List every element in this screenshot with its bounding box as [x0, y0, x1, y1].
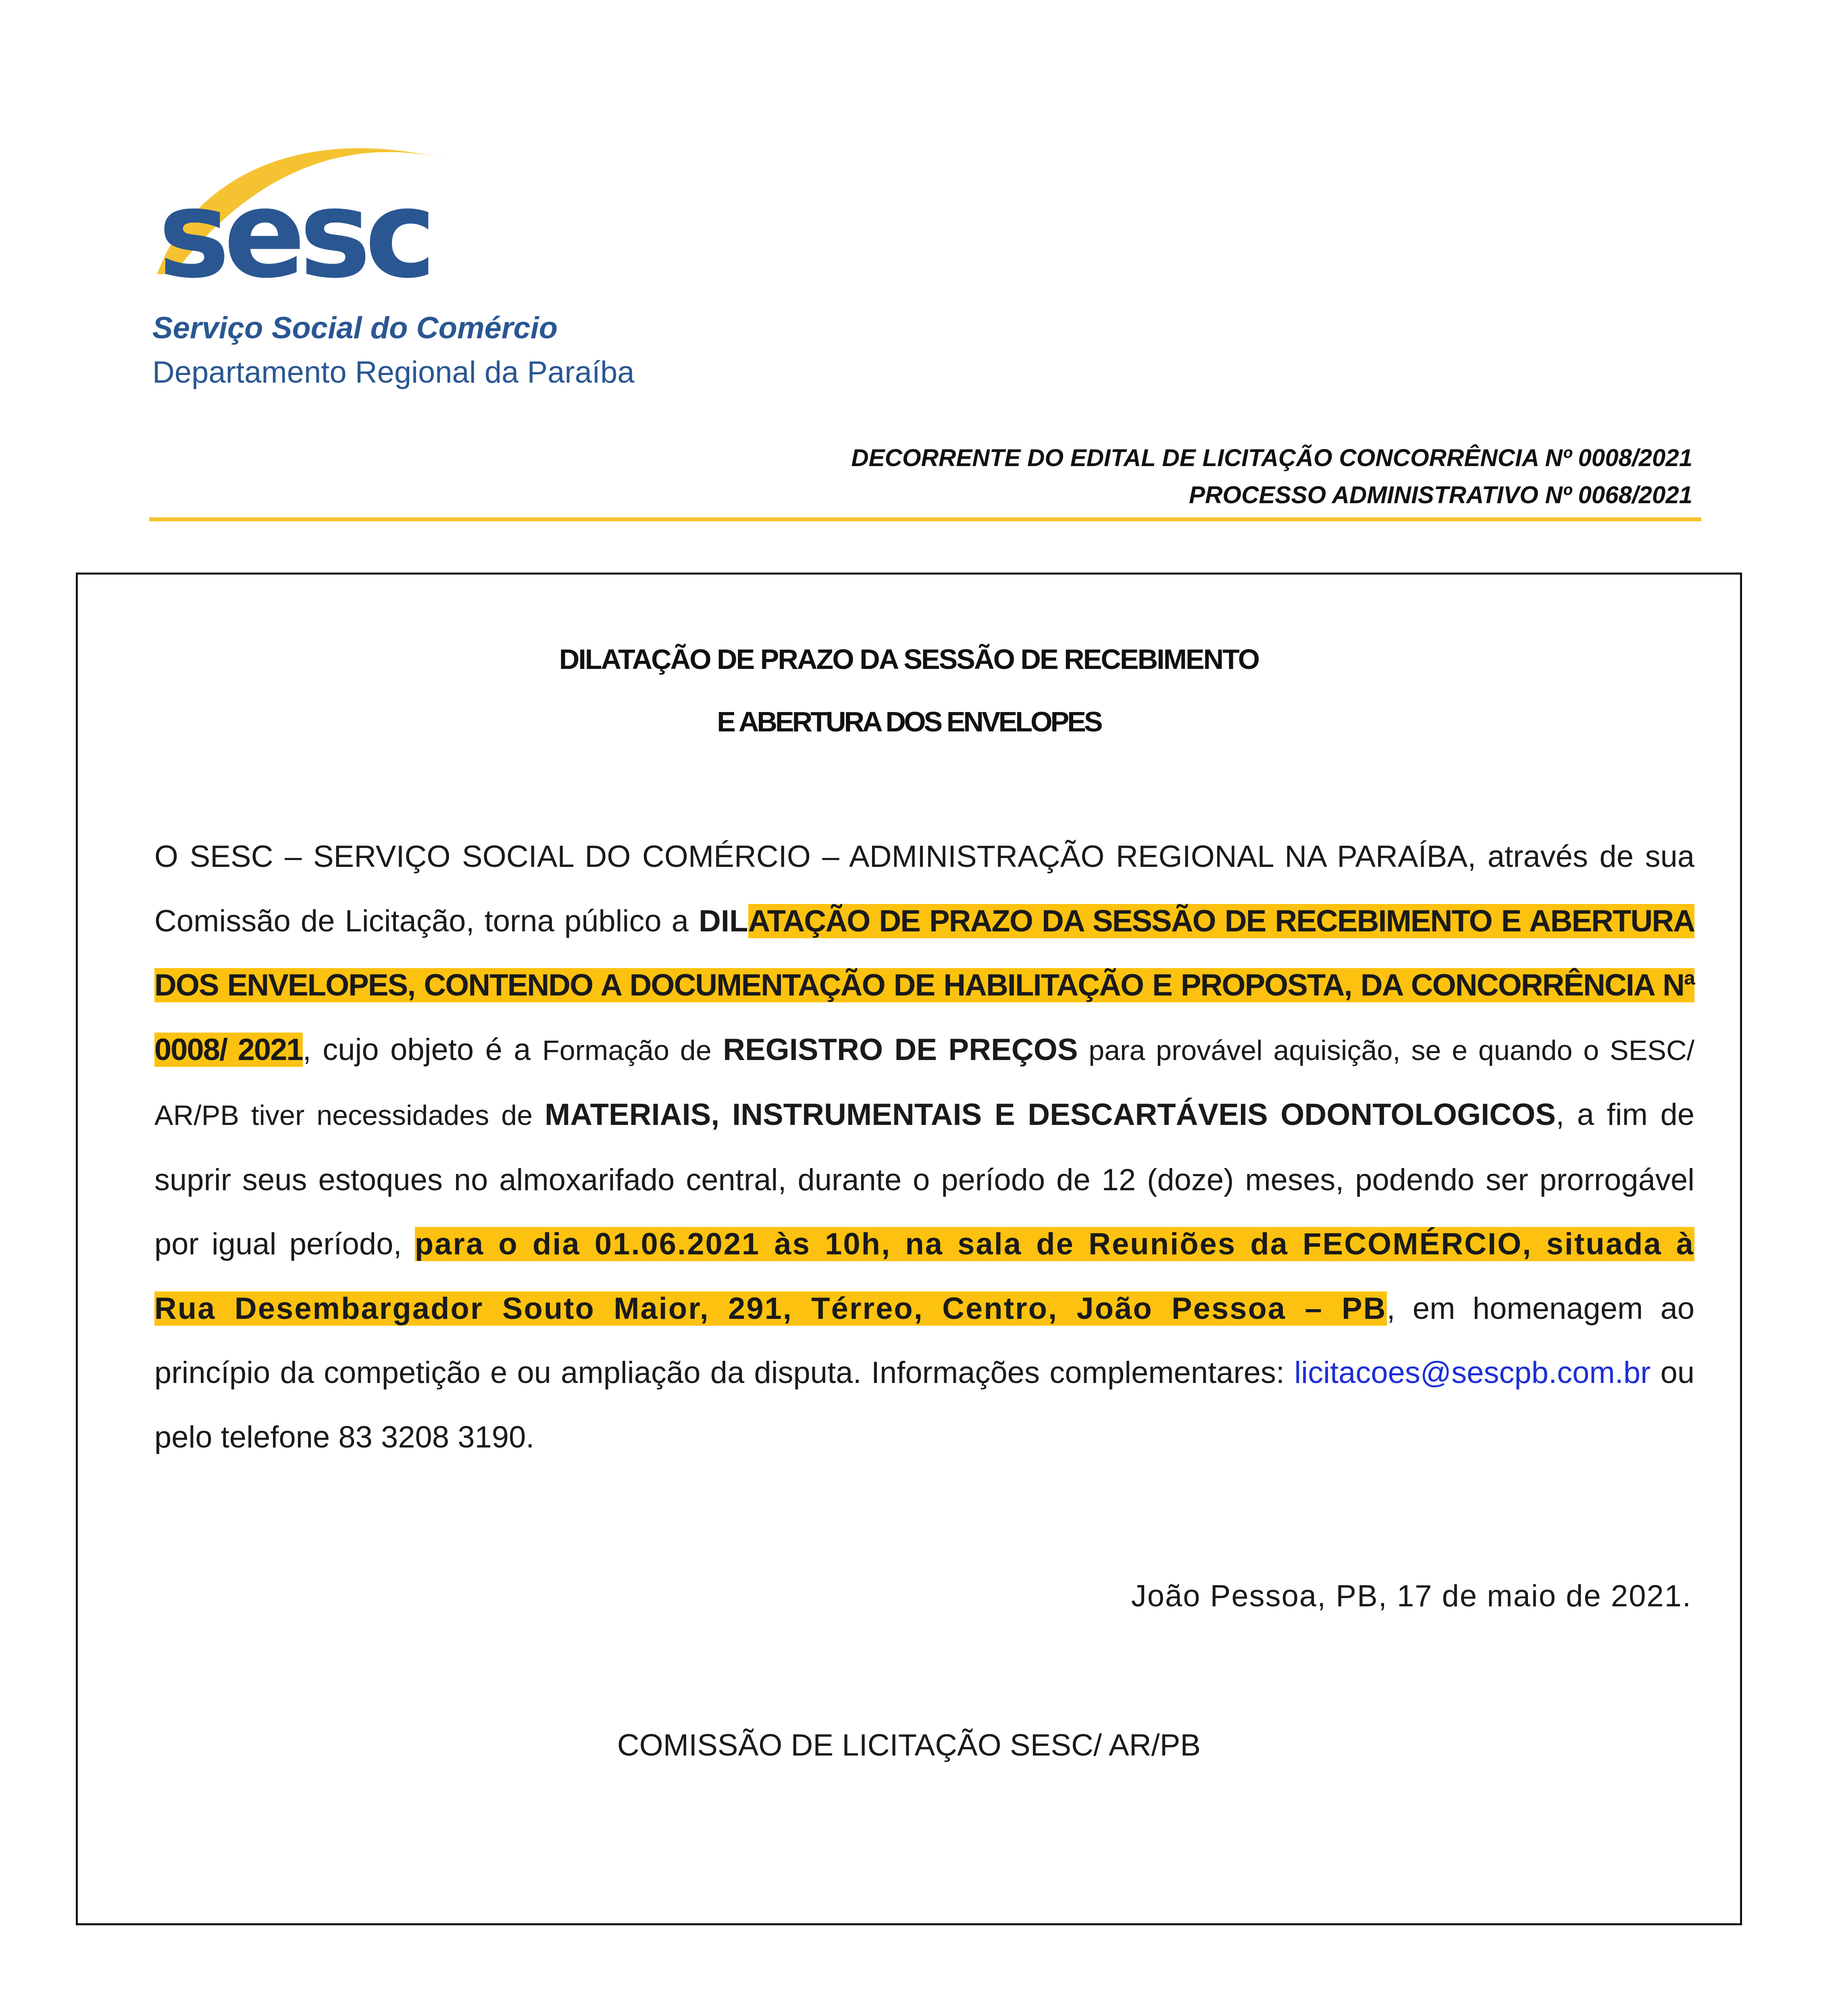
date-line: João Pessoa, PB, 17 de maio de 2021. — [1131, 1579, 1692, 1613]
body-intro: O SESC – SERVIÇO SOCIAL DO COMÉRCIO – ADMINISTRAÇÃO REGIONAL NA PARAÍBA, através de sua Comissão de Licitação, torna público a — [154, 839, 1694, 938]
notice-box — [76, 573, 1742, 1925]
body-registro-precos: REGISTRO DE PREÇOS — [723, 1032, 1078, 1067]
body-period: , a fim de suprir seus estoques no almoxarifado central, durante o período de 12 (doze) meses, podendo ser prorrogável por igual período, — [154, 1098, 1695, 1261]
body-phone: ou pelo telefone 83 3208 3190. — [154, 1356, 1695, 1454]
body-object-intro: , cujo objeto é a — [302, 1032, 543, 1067]
body-acquisition: para provável aquisição, se e quando o SESC/ AR/PB tiver necessidades de — [154, 1034, 1694, 1131]
logo-wordmark: sesc — [158, 164, 430, 290]
body-bold-prefix: DIL — [699, 904, 748, 938]
edital-reference: DECORRENTE DO EDITAL DE LICITAÇÃO CONCORRÊNCIA Nº 0008/2021 — [851, 444, 1692, 471]
org-name: Serviço Social do Comércio — [152, 311, 558, 345]
contact-email-link[interactable]: licitacoes@sescpb.com.br — [1294, 1356, 1651, 1390]
highlight-extension-title: ATAÇÃO DE PRAZO DA SESSÃO DE RECEBIMENTO E ABERTURA DOS ENVELOPES, CONTENDO A DOCUMENTAÇÃO DE HABILITAÇÃO E PROPOSTA, DA CONCORRÊNCIA Nª 0008/ 2021 — [154, 904, 1695, 1067]
sesc-logo — [149, 125, 464, 290]
body-materials: MATERIAIS, INSTRUMENTAIS E DESCARTÁVEIS ODONTOLOGICOS — [545, 1098, 1556, 1132]
notice-body — [154, 825, 1694, 1469]
body-competition: , em homenagem ao princípio da competição e ou ampliação da disputa. Informações complementares: — [154, 1291, 1694, 1390]
org-department: Departamento Regional da Paraíba — [152, 355, 635, 389]
header-divider — [149, 517, 1701, 521]
reference-block — [851, 439, 1692, 514]
notice-title-line-2: E ABERTURA DOS ENVELOPES — [717, 706, 1101, 737]
body-space — [712, 1033, 723, 1067]
highlight-new-date-location: para o dia 01.06.2021 às 10h, na sala de Reuniões da FECOMÉRCIO, situada à Rua Desembargador Souto Maior, 291, Térreo, Centro, João Pessoa – PB — [154, 1227, 1694, 1326]
body-formacao: Formação de — [542, 1034, 712, 1066]
signature-commission: COMISSÃO DE LICITAÇÃO SESC/ AR/PB — [617, 1728, 1201, 1762]
notice-title-line-1: DILATAÇÃO DE PRAZO DA SESSÃO DE RECEBIMENTO — [559, 644, 1259, 675]
process-reference: PROCESSO ADMINISTRATIVO Nº 0068/2021 — [1189, 481, 1692, 508]
